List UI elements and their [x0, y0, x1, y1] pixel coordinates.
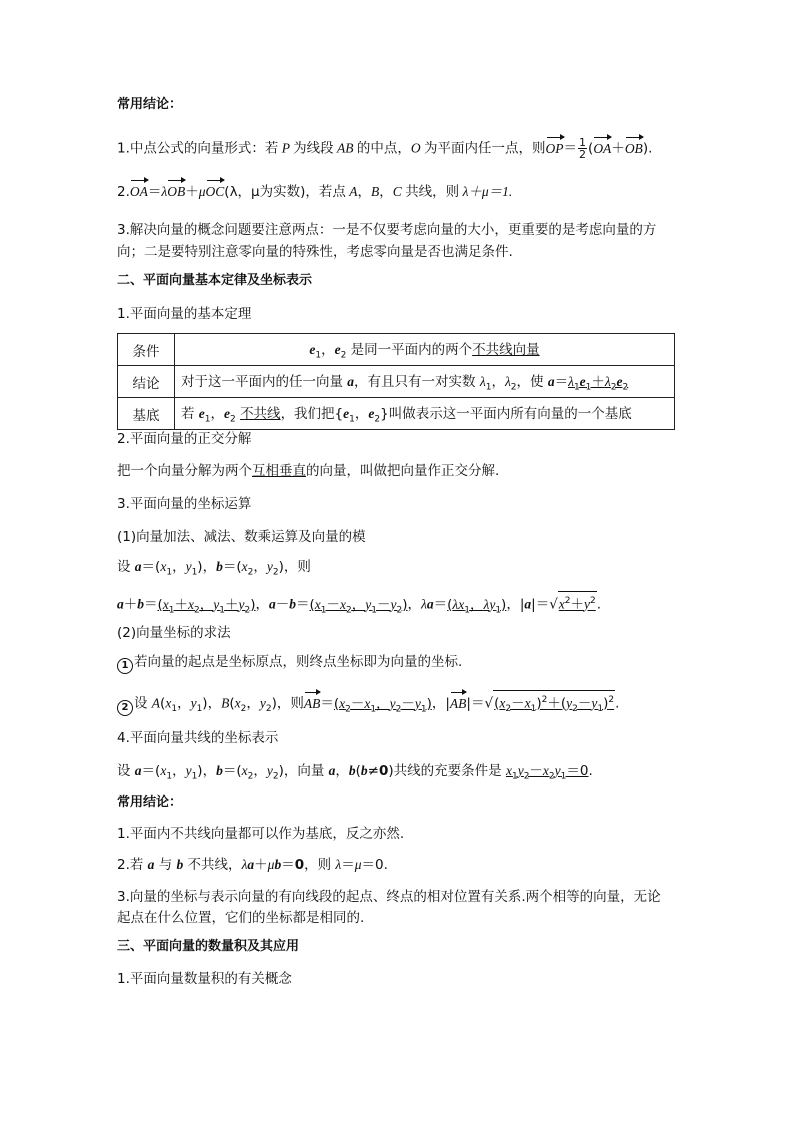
table-row-conclusion [118, 366, 675, 398]
method-two-points: 2 设 $A(x_1$，$y_1$)，$B(x_2$，$y_2$)，则$AB=(x_2-x_1$，$y_2-y_1$)，$|AB|=√(x_2-x_1)^2+(y_2-y_1)^2$. [117, 690, 619, 718]
conclusion-midpoint: 1.中点公式的向量形式：若 P 为线段 AB 的中点，O 为平面内任一点，则OP＝ $\frac{1}{2}$ (OA＋OB). [117, 136, 653, 161]
conclusion-concept-line1: 3.解决向量的概念问题要注意两点：一是不仅要考虑向量的大小，更重要的是考虑向量的方 [117, 222, 657, 238]
subheading-dot-product-concepts: 1.平面向量数量积的有关概念 [117, 971, 292, 987]
table-label: 条件 [118, 334, 175, 366]
vector-operations-formula: $a+b=(x_1+x_2$，$y_1+y_2$)，$a-b=(x_1-x_2$，$y_1-y_2$)，$\lambda a=(\lambda x_1$，$\lambda y_1$)，$|a|=√x^2+y^2$. [117, 591, 601, 619]
section-heading-conclusions-2: 常用结论： [117, 795, 183, 810]
subheading-coordinate-ops: 3.平面向量的坐标运算 [117, 496, 252, 512]
subheading-ops-modulus: (1)向量加法、减法、数乘运算及向量的模 [117, 529, 366, 545]
section-heading-basic-theorem: 二、平面向量基本定律及坐标表示 [117, 273, 313, 288]
conclusion-basis: 1.平面内不共线向量都可以作为基底，反之亦然. [117, 826, 405, 842]
orthogonal-definition: 把一个向量分解为两个互相垂直的向量，叫做把向量作正交分解. [117, 463, 500, 479]
collinear-condition: 设 $a=(x_1$，$y_1$)，$b=(x_2$，$y_2$)，向量 a，b(b≠0)共线的充要条件是 $x_1y_2-x_2y_1=0$. [117, 763, 593, 782]
circled-two-icon: 2 [117, 700, 133, 716]
table-row-basis [118, 398, 675, 430]
circled-one-icon: 1 [117, 658, 133, 674]
table-label: 基底 [118, 398, 175, 430]
table-label: 结论 [118, 366, 175, 398]
method-origin-start: 1 若向量的起点是坐标原点，则终点坐标即为向量的坐标. [117, 653, 462, 674]
subheading-basic-theorem: 1.平面向量的基本定理 [117, 306, 252, 322]
setup-vectors-1: 设 $a=(x_1$，$y_1$)，$b=(x_2$，$y_2$)，则 [117, 559, 311, 578]
subheading-orthogonal: 2.平面向量的正交分解 [117, 431, 252, 447]
conclusion-concept-line2: 向；二是要特别注意零向量的特殊性，考虑零向量是否也满足条件. [117, 244, 513, 260]
section-heading-dot-product: 三、平面向量的数量积及其应用 [117, 939, 300, 954]
table-content-condition: $e_1$，$e_2$ 是同一平面内的两个不共线向量 [175, 334, 675, 366]
subheading-collinear-coordinates: 4.平面向量共线的坐标表示 [117, 730, 279, 746]
basic-theorem-table [117, 333, 675, 430]
table-row-condition [118, 334, 675, 366]
subheading-coordinate-method: (2)向量坐标的求法 [117, 625, 231, 641]
conclusion-coordinates-line1: 3.向量的坐标与表示向量的有向线段的起点、终点的相对位置有关系.两个相等的向量，无论 [117, 889, 661, 905]
table-content-conclusion: 对于这一平面内的任一向量 a，有且只有一对实数 $\lambda_1$，$\lambda_2$，使 $a=\lambda_1e_1+\lambda_2e_2$ [175, 366, 675, 398]
conclusion-coordinates-line2: 起点在什么位置，它们的坐标都是相同的. [117, 910, 365, 926]
conclusion-zero-combination: 2.若 a 与 b 不共线，λa＋μb＝0，则 λ＝μ＝0. [117, 857, 388, 873]
conclusion-collinear-points: 2.OA＝λOB＋μOC(λ，μ为实数)，若点 A，B，C 共线，则 λ＋μ＝1. [117, 184, 513, 200]
section-heading-conclusions: 常用结论： [117, 97, 183, 112]
table-content-basis: 若 $e_1$，$e_2$ 不共线，我们把{$e_1$，$e_2$}叫做表示这一平面内所有向量的一个基底 [175, 398, 675, 430]
